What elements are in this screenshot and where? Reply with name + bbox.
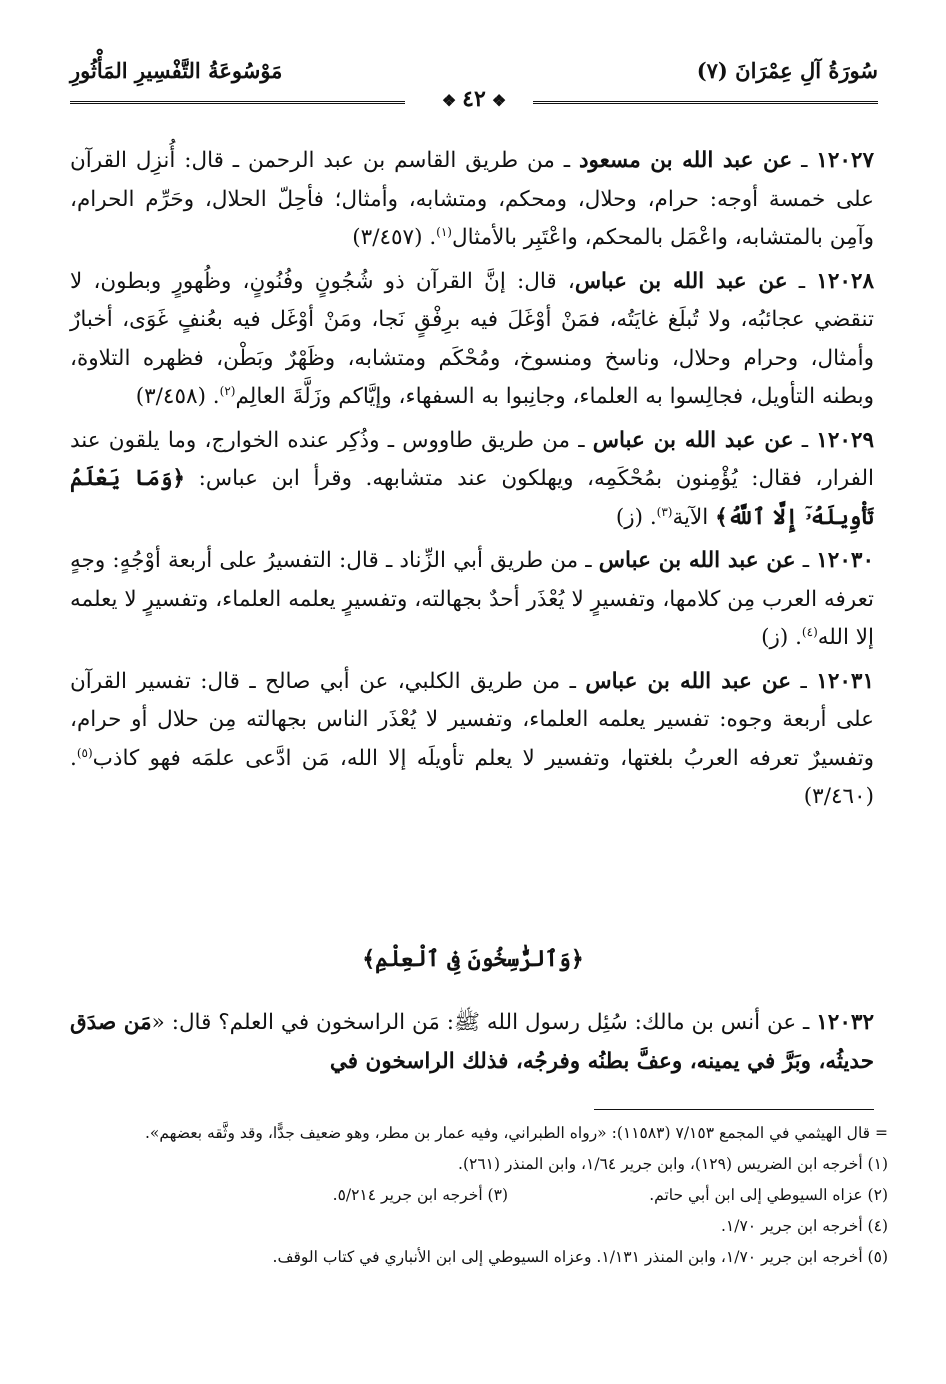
entry-number: ١٢٠٣٠ bbox=[816, 548, 874, 573]
header-book-title: مَوْسُوعَةُ التَّفْسِيرِ المَأْثُورِ bbox=[70, 58, 283, 83]
entry-narrator: عن عبد الله بن عباس bbox=[574, 268, 788, 294]
entry-number: ١٢٠٣١ bbox=[816, 668, 875, 694]
footnote-continuation: = قال الهيثمي في المجمع ٧/١٥٣ (١١٥٨٣): «رواه الطبراني، وفيه عمار بن مطر، وهو ضعيف جدًّا، وقد وثَّقه بعضهم». bbox=[144, 1124, 888, 1142]
entry-reference: . (ز) bbox=[615, 504, 657, 530]
footnote-row bbox=[70, 1180, 888, 1211]
header-surah-title: سُورَةُ آلِ عِمْرَانَ (٧) bbox=[696, 58, 878, 83]
ornament-icon: ❖ bbox=[491, 91, 507, 110]
entry-narrator: عن عبد الله بن مسعود bbox=[578, 148, 793, 173]
quran-verse: ﴿وَمَا يَعْلَمُ تَأْوِيلَهُۥٓ إِلَّا ٱللَّهُ﴾ bbox=[70, 466, 874, 530]
entry-text: ـ من طريق طاووس ـ وذُكِر عنده الخوارج، وما يلقون عند الفرار، فقال: يُؤْمِنون بمُحْكَمِه، ويهلكون عند متشابهه. وقرأ ابن عباس: bbox=[70, 427, 874, 491]
narration-entry: ١٢٠٢٧ ـ عن عبد الله بن مسعود ـ من طريق القاسم بن عبد الرحمن ـ قال: أُنزِل القرآن على خمسة أوجه: حرام، وحلال، ومحكم، ومتشابه، وأمثال؛ فأحِلّ الحلال، وحَرِّم الحرام، وآمِن بالمتشابه، واعْمَل بالمحكم، واعْتَبِر بالأمثال$^{(١)}$. (٣/٤٥٧) bbox=[70, 148, 875, 250]
footnote-marker: (٤) bbox=[801, 624, 818, 639]
main-text-continued bbox=[70, 1004, 874, 1086]
page-header bbox=[70, 58, 878, 112]
entry-text: من طريق القاسم بن عبد الرحمن ـ قال: أُنزِل القرآن على خمسة أوجه: حرام، وحلال، ومحكم، ومتشابه، وأمثال؛ فأحِلّ الحلال، وحَرِّم الحرام، وآمِن بالمتشابه، واعْمَل بالمحكم، واعْتَبِر بالأمثال bbox=[70, 148, 874, 250]
entry-number: ١٢٠٢٩ bbox=[816, 427, 875, 453]
footnote-4: (٤) أخرجه ابن جرير ١/٧٠. bbox=[720, 1217, 888, 1235]
entry-narrator: عن عبد الله بن عباس bbox=[585, 668, 792, 694]
footnote-divider bbox=[594, 1109, 874, 1110]
header-rule-left bbox=[70, 101, 405, 104]
entry-reference: . (ز) bbox=[761, 625, 802, 650]
narration-entry: ١٢٠٢٩ ـ عن عبد الله بن عباس ـ من طريق طاووس ـ وذُكِر عنده الخوارج، وما يلقون عند الفرار، فقال: يُؤْمِنون بمُحْكَمِه، ويهلكون عند متشابهه. وقرأ ابن عباس: ﴿وَمَا يَعْلَمُ تَأْوِيلَهُۥٓ إِلَّا ٱللَّهُ﴾ الآية$^{(٣)}$. (ز) bbox=[70, 427, 875, 530]
entry-reference: . (٣/٤٥٧) bbox=[352, 225, 437, 250]
page-number-value: ٤٢ bbox=[462, 86, 486, 112]
entry-number: ١٢٠٣٢ bbox=[816, 1010, 874, 1035]
narration-entry: ١٢٠٣١ ـ عن عبد الله بن عباس ـ من طريق الكلبي، عن أبي صالح ـ قال: تفسير القرآن على أربعة وجوه: تفسير يعلمه العلماء، وتفسير لا يُعْذَر الناس بجهالته مِن حلال أو حرام، وتفسيرٌ تعرفه العربُ بلغتها، وتفسير لا يعلم تأويلَه إلا الله، مَن ادَّعى علمَه فهو كاذب$^{(٥)}$. (٣/٤٦٠) bbox=[70, 668, 875, 809]
footnotes bbox=[70, 1118, 888, 1273]
footnote-3: (٣) أخرجه ابن جرير ٥/٢١٤. bbox=[332, 1186, 508, 1204]
narration-entry: ١٢٠٣٠ ـ عن عبد الله بن عباس ـ من طريق أبي الزِّناد ـ قال: التفسيرُ على أربعة أوْجُهٍ: وجهٍ تعرفه العرب مِن كلامها، وتفسيرٍ لا يُعْذَر أحدٌ بجهالته، وتفسيرٍ يعلمه العلماء، وتفسيرٍ لا يعلمه إلا الله$^{(٤)}$. (ز) bbox=[70, 548, 874, 650]
section-heading: ﴿وَٱلرَّٰسِخُونَ فِى ٱلْعِلْمِ﴾ bbox=[362, 946, 584, 972]
entry-reference: . (٣/٤٦٠) bbox=[70, 745, 874, 809]
entry-text: ، قال: إنَّ القرآن ذو شُجُونٍ وفُنُونٍ، وظُهورٍ وبطون، لا تنقضي عجائبُه، ولا تُبلَغ غايَتُه، فمَنْ أوْغَلَ فيه برِفْقٍ نَجا، ومَنْ أوْغَل فيه بعُنفٍ غَوَى، أخبارٌ وأمثال، وحرام وحلال، وناسخ ومنسوخ، ومُحْكَم ومتشابه، وظَهْرٌ وبَطْن، فظهره التلاوة، وبطنه التأويل، فجالِسوا به العلماء، وجانِبوا به السفهاء، وإيَّاكم وزَلَّةَ العالِم bbox=[70, 268, 874, 409]
footnote-marker: (٥) bbox=[76, 745, 93, 760]
main-text bbox=[70, 142, 874, 822]
ornament-icon: ❖ bbox=[441, 91, 457, 110]
page-number bbox=[426, 86, 522, 112]
footnote-5: (٥) أخرجه ابن جرير ١/٧٠، وابن المنذر ١/١٣١. وعزاه السيوطي إلى ابن الأنباري في كتاب الوقف. bbox=[272, 1248, 888, 1266]
footnote-2: (٢) عزاه السيوطي إلى ابن أبي حاتم. bbox=[649, 1186, 888, 1204]
entry-text: ـ عن أنس بن مالك: سُئِل رسول الله ﷺ: مَن الراسخون في العلم؟ قال: « bbox=[151, 1010, 810, 1035]
entry-narrator: عن عبد الله بن عباس bbox=[592, 427, 794, 453]
entry-text: ـ من طريق أبي الزِّناد ـ قال: التفسيرُ على أربعة أوْجُهٍ: وجهٍ تعرفه العرب مِن كلامها، وتفسيرٍ لا يُعْذَر أحدٌ بجهالته، وتفسيرٍ يعلمه العلماء، وتفسيرٍ لا يعلمه إلا الله bbox=[70, 548, 874, 650]
entry-reference: . (٣/٤٥٨) bbox=[135, 384, 220, 409]
footnote-marker: (٢) bbox=[219, 383, 236, 398]
footnote-marker: (١) bbox=[436, 224, 452, 239]
footnote-1: (١) أخرجه ابن الضريس (١٢٩)، وابن جرير ١/٦٤، وابن المنذر (٢٦١). bbox=[458, 1155, 888, 1173]
entry-text: ـ من طريق الكلبي، عن أبي صالح ـ قال: تفسير القرآن على أربعة وجوه: تفسير يعلمه العلماء، وتفسير لا يُعْذَر الناس بجهالته مِن حلال أو حرام، وتفسيرٌ تعرفه العربُ بلغتها، وتفسير لا يعلم تأويلَه إلا الله، مَن ادَّعى علمَه فهو كاذب bbox=[70, 668, 874, 771]
header-rule-right bbox=[533, 101, 878, 104]
entry-number: ١٢٠٢٨ bbox=[816, 268, 875, 294]
footnote-marker: (٣) bbox=[656, 504, 673, 519]
narration-entry: ١٢٠٢٨ ـ عن عبد الله بن عباس، قال: إنَّ القرآن ذو شُجُونٍ وفُنُونٍ، وظُهورٍ وبطون، لا تنقضي عجائبُه، ولا تُبلَغ غايَتُه، فمَنْ أوْغَلَ فيه برِفْقٍ نَجا، ومَنْ أوْغَل فيه بعُنفٍ غَوَى، أخبارٌ وأمثال، وحرام وحلال، وناسخ ومنسوخ، ومُحْكَم ومتشابه، وظَهْرٌ وبَطْن، فظهره التلاوة، وبطنه التأويل، فجالِسوا به العلماء، وجانِبوا به السفهاء، وإيَّاكم وزَلَّةَ العالِم$^{(٢)}$. (٣/٤٥٨) bbox=[70, 268, 875, 409]
entry-text-tail: الآية bbox=[672, 504, 716, 530]
narration-entry bbox=[70, 1004, 874, 1081]
entry-narrator: عن عبد الله بن عباس bbox=[598, 548, 796, 573]
hadith-text: مَن صدَق حديثُه، وبَرَّ في يمينه، وعفَّ بطنُه وفرجُه، فذلك الراسخون في bbox=[70, 1010, 874, 1074]
entry-number: ١٢٠٢٧ bbox=[816, 148, 875, 173]
